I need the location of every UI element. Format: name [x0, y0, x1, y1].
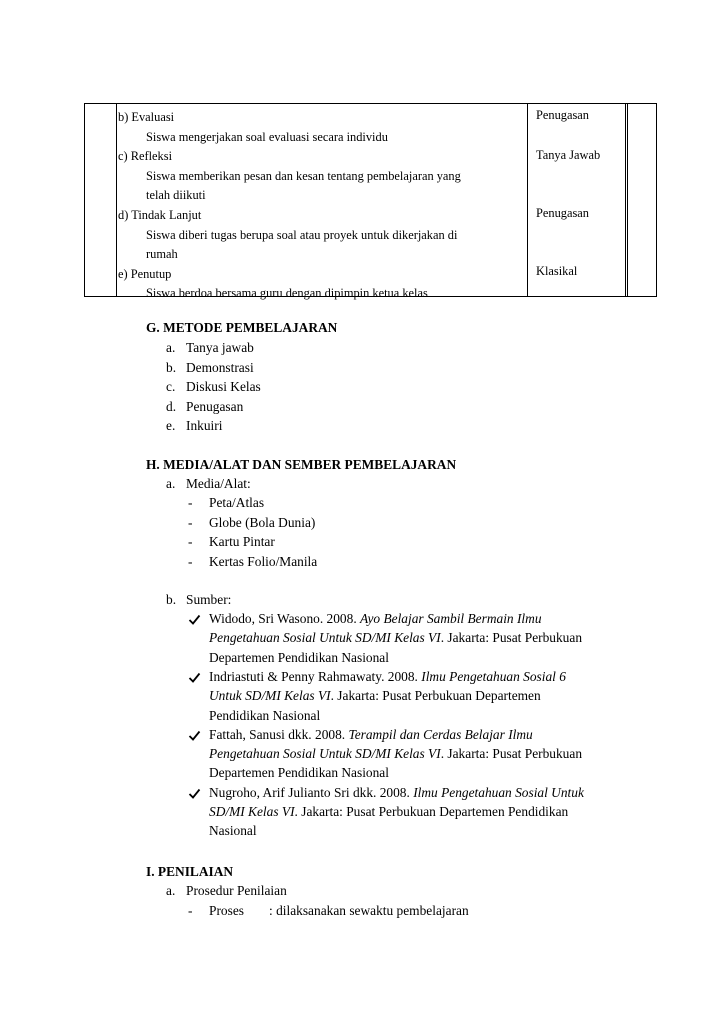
assessment-procedure-label: Prosedur Penilaian: [186, 883, 287, 898]
list-marker: d.: [166, 398, 177, 414]
check-icon: [188, 667, 201, 690]
source-text: . Jakarta: Pusat Perbukuan Departemen: [330, 688, 541, 704]
source-title: SD/MI Kelas VI: [209, 804, 295, 819]
list-marker: a.: [166, 476, 176, 491]
table-divider: [116, 104, 117, 296]
list-dash: -: [188, 534, 193, 550]
list-marker: e.: [166, 418, 176, 434]
source-line: [209, 725, 533, 745]
list-dash: -: [188, 553, 193, 569]
source-text: Nugroho, Arif Julianto Sri dkk. 2008.: [209, 784, 414, 800]
list-dash: -: [188, 514, 193, 530]
method-item: Diskusi Kelas: [186, 379, 261, 395]
source-title: Ayo Belajar Sambil Bermain Ilmu: [360, 611, 542, 626]
source-title: Terampil dan Cerdas Belajar Ilmu: [348, 726, 533, 742]
source-title: Ilmu Pengetahuan Sosial Untuk: [413, 784, 584, 800]
source-line: [209, 821, 257, 841]
table-divider: [625, 104, 628, 296]
activity-title: c) Refleksi: [118, 149, 173, 164]
source-text: Departemen Pendidikan Nasional: [209, 765, 389, 781]
source-title: Pengetahuan Sosial Untuk SD/MI Kelas VI: [209, 630, 441, 646]
source-line: [209, 763, 389, 783]
check-icon: [188, 609, 201, 632]
list-marker: c.: [166, 379, 176, 395]
list-marker: b.: [166, 359, 177, 375]
list-marker: a.: [166, 340, 176, 355]
activity-description: Siswa mengerjakan soal evaluasi secara individu: [146, 129, 388, 144]
list-marker: a.: [166, 883, 176, 898]
method-item: Inkuiri: [186, 418, 223, 434]
list-dash: -: [188, 903, 193, 918]
media-item: Globe (Bola Dunia): [209, 514, 316, 530]
source-line: [209, 802, 568, 822]
table-divider: [527, 104, 528, 296]
source-line: [209, 744, 582, 764]
activity-description: Siswa diberi tugas berupa soal atau proyek untuk dikerjakan di: [146, 227, 458, 242]
source-line: [209, 609, 542, 629]
section-h-heading: H. MEDIA/ALAT DAN SEMBER PEMBELAJARAN: [146, 457, 457, 472]
source-text: Pendidikan Nasional: [209, 707, 321, 723]
source-text: . Jakarta: Pusat Perbukuan Departemen Pendidikan: [294, 804, 569, 819]
source-text: . Jakarta: Pusat Perbukuan: [440, 630, 583, 646]
check-icon: [188, 725, 201, 748]
list-marker: b.: [166, 592, 177, 607]
source-line: [209, 628, 582, 648]
source-text: Nasional: [209, 823, 257, 839]
activity-title: d) Tindak Lanjut: [118, 207, 202, 222]
source-text: Indriastuti & Penny Rahmawaty. 2008.: [209, 668, 422, 684]
activity-method: Klasikal: [536, 264, 578, 278]
media-item: Kertas Folio/Manila: [209, 553, 318, 569]
method-item: Penugasan: [186, 398, 244, 414]
activity-title: e) Penutup: [118, 266, 172, 281]
activity-description: Siswa memberikan pesan dan kesan tentang pembelajaran yang: [146, 168, 461, 183]
media-item: Peta/Atlas: [209, 495, 265, 510]
activity-method: Penugasan: [536, 108, 589, 122]
assessment-item-value: : dilaksanakan sewaktu pembelajaran: [269, 903, 469, 918]
activity-table: [84, 103, 657, 301]
activity-description: rumah: [146, 247, 178, 262]
source-text: Departemen Pendidikan Nasional: [209, 649, 389, 665]
media-item: Kartu Pintar: [209, 534, 275, 550]
source-title: Pengetahuan Sosial Untuk SD/MI Kelas VI: [209, 746, 441, 762]
source-text: Widodo, Sri Wasono. 2008.: [209, 611, 361, 626]
check-icon: [188, 783, 201, 806]
section-g-heading: G. METODE PEMBELAJARAN: [146, 320, 338, 335]
source-text: Fattah, Sanusi dkk. 2008.: [209, 726, 349, 742]
activity-description: Siswa berdoa bersama guru dengan dipimpin ketua kelas: [146, 286, 428, 301]
source-line: [209, 686, 541, 706]
media-label: Media/Alat:: [186, 476, 251, 491]
activity-method: Tanya Jawab: [536, 148, 601, 162]
source-line: [209, 706, 320, 726]
method-item: Tanya jawab: [186, 340, 254, 355]
source-title: Untuk SD/MI Kelas VI: [209, 688, 331, 704]
sources-label: Sumber:: [186, 592, 232, 607]
activity-column: [118, 108, 523, 304]
method-item: Demonstrasi: [186, 359, 254, 375]
source-text: . Jakarta: Pusat Perbukuan: [440, 746, 583, 762]
assessment-item-label: Proses: [209, 903, 244, 918]
list-dash: -: [188, 495, 193, 510]
section-i-heading: I. PENILAIAN: [146, 864, 234, 879]
source-line: [209, 667, 566, 687]
source-line: [209, 783, 584, 803]
activity-title: b) Evaluasi: [118, 110, 175, 124]
activity-method: Penugasan: [536, 206, 589, 220]
activity-description: telah diikuti: [146, 188, 206, 203]
source-title: Ilmu Pengetahuan Sosial 6: [421, 668, 566, 684]
source-line: [209, 648, 389, 668]
